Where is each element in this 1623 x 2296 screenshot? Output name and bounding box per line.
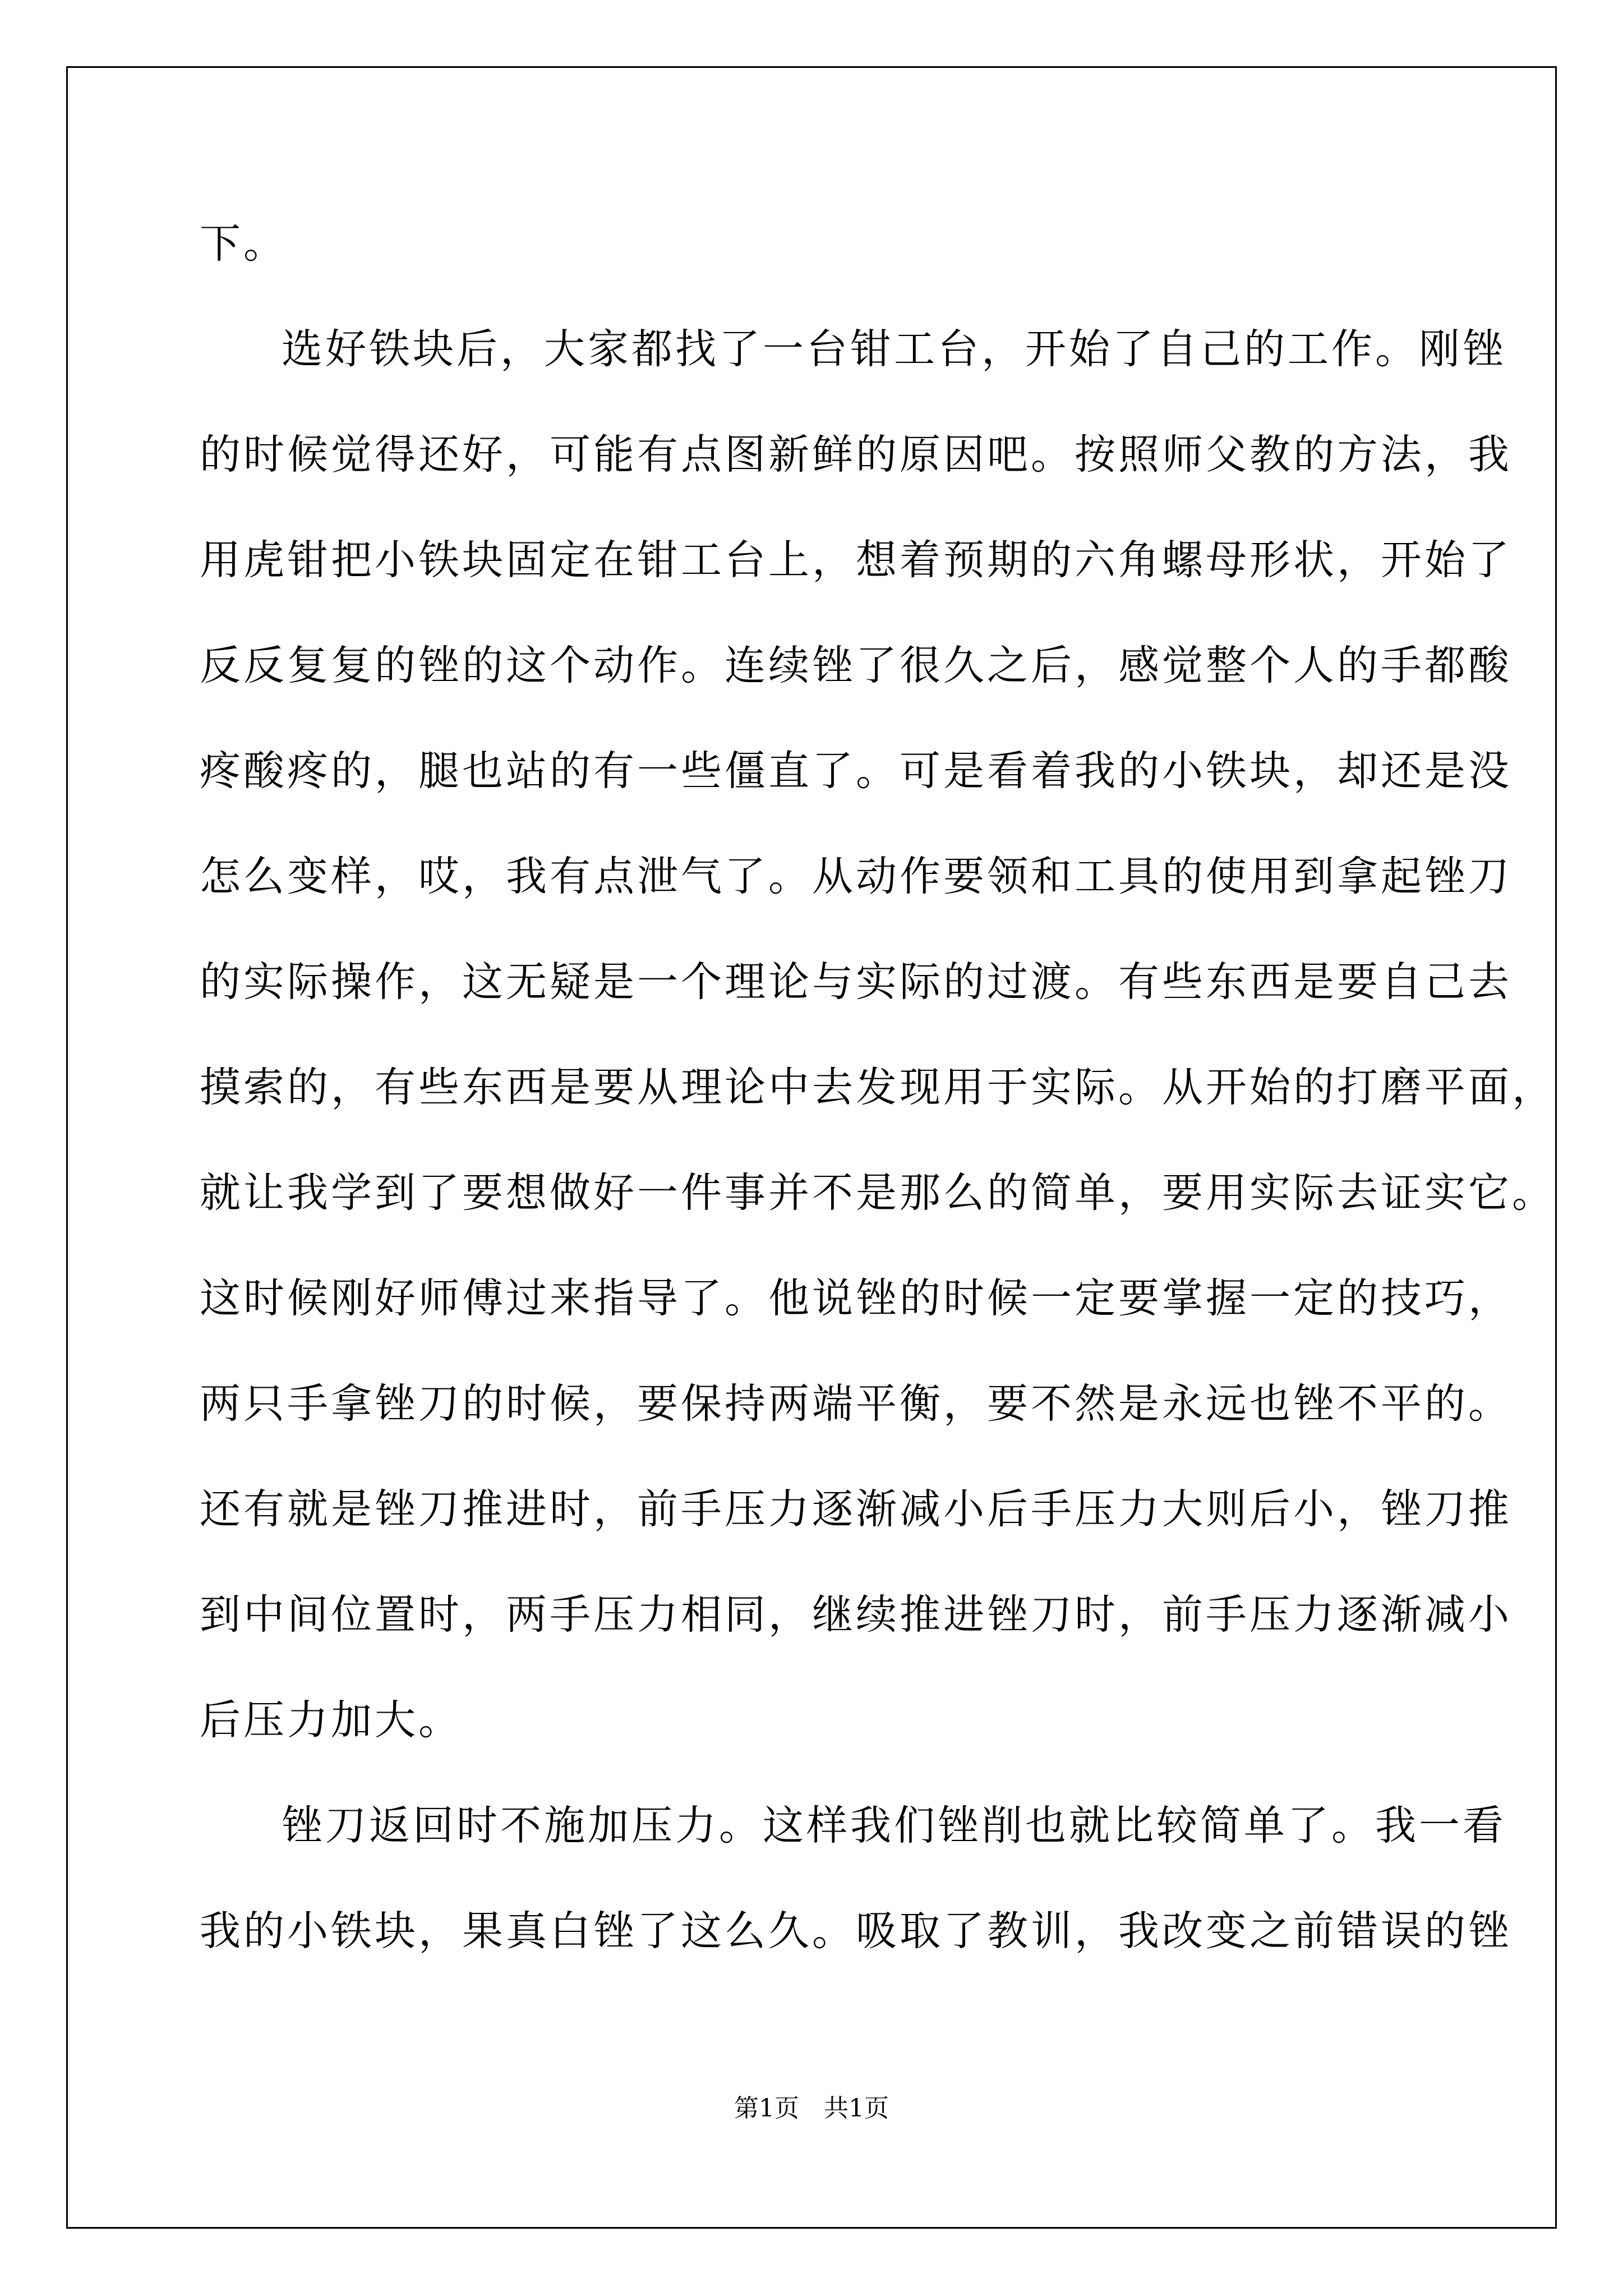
text-line: 这时候刚好师傅过来指导了。他说锉的时候一定要掌握一定的技巧， — [200, 1274, 1512, 1322]
text-line: 还有就是锉刀推进时，前手压力逐渐减小后手压力大则后小，锉刀推 — [200, 1485, 1512, 1533]
text-line: 锉刀返回时不施加压力。这样我们锉削也就比较简单了。我一看 — [282, 1802, 1506, 1849]
text-line: 两只手拿锉刀的时候，要保持两端平衡，要不然是永远也锉不平的。 — [200, 1380, 1512, 1428]
text-line: 后压力加大。 — [200, 1696, 462, 1744]
text-line: 到中间位置时，两手压力相同，继续推进锉刀时，前手压力逐渐减小 — [200, 1591, 1512, 1639]
text-line: 用虎钳把小铁块固定在钳工台上，想着预期的六角螺母形状，开始了 — [200, 536, 1512, 584]
text-line: 我的小铁块，果真白锉了这么久。吸取了教训，我改变之前错误的锉 — [200, 1907, 1512, 1955]
page-number-footer: 第1页 共1页 — [734, 2094, 889, 2123]
text-line: 摸索的，有些东西是要从理论中去发现用于实际。从开始的打磨平面， — [200, 1064, 1556, 1111]
text-line: 怎么变样，哎，我有点泄气了。从动作要领和工具的使用到拿起锉刀 — [200, 853, 1512, 900]
text-line: 选好铁块后，大家都找了一台钳工台，开始了自己的工作。刚锉 — [282, 325, 1506, 373]
document-body — [200, 210, 1556, 2003]
text-line: 疼酸疼的，腿也站的有一些僵直了。可是看着我的小铁块，却还是没 — [200, 747, 1512, 795]
text-line: 反反复复的锉的这个动作。连续锉了很久之后，感觉整个人的手都酸 — [200, 642, 1512, 689]
text-line: 下。 — [200, 220, 287, 268]
text-line: 的实际操作，这无疑是一个理论与实际的过渡。有些东西是要自己去 — [200, 958, 1512, 1006]
text-line: 的时候觉得还好，可能有点图新鲜的原因吧。按照师父教的方法，我 — [200, 431, 1512, 478]
text-line: 就让我学到了要想做好一件事并不是那么的简单，要用实际去证实它。 — [200, 1169, 1556, 1217]
